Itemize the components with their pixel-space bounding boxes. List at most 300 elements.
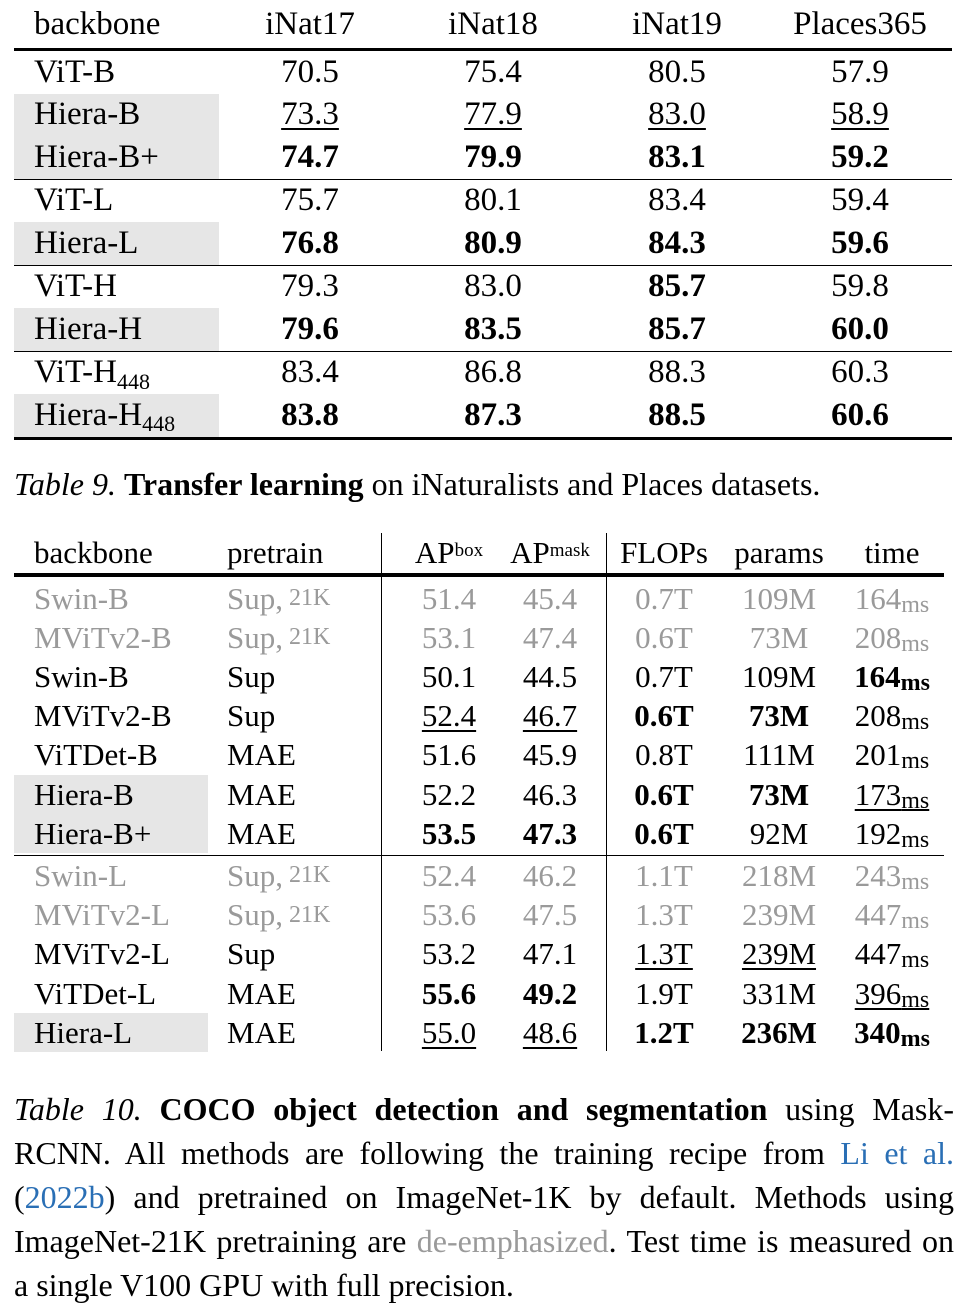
value: 73M xyxy=(748,698,810,734)
value-cell xyxy=(240,266,380,309)
value: 55.6 xyxy=(421,975,477,1011)
table-row xyxy=(14,657,944,696)
value: 80.1 xyxy=(464,182,522,219)
backbone-cell xyxy=(14,308,219,351)
value: 73.3 xyxy=(281,96,339,133)
value-cell xyxy=(726,618,832,657)
time-unit: ms xyxy=(901,826,930,853)
backbone-name: Hiera-B xyxy=(34,96,141,133)
value: 47.4 xyxy=(522,619,578,655)
backbone-cell xyxy=(14,94,219,137)
value-cell xyxy=(840,935,944,974)
header-flops: FLOPs xyxy=(620,534,708,570)
value: 79.6 xyxy=(281,310,339,347)
value: 86.8 xyxy=(464,354,522,391)
value: 218M xyxy=(741,857,817,893)
caption-10-deemph: de-emphasized xyxy=(416,1223,609,1259)
value-cell xyxy=(726,814,832,853)
table-row xyxy=(14,974,944,1013)
table-row xyxy=(14,265,952,309)
value-cell xyxy=(840,814,944,853)
value-cell xyxy=(614,697,714,736)
header-backbone: backbone xyxy=(34,534,153,570)
value-cell xyxy=(614,896,714,935)
pretrain-cell xyxy=(227,579,330,618)
value-cell xyxy=(726,579,832,618)
value-cell xyxy=(840,974,944,1013)
value: 59.2 xyxy=(831,138,889,175)
value-cell xyxy=(240,180,380,223)
caption-10-text-4: . Test time is measured on a single V100 GPU with full precision. xyxy=(14,1223,955,1303)
value: 239M xyxy=(741,897,817,933)
value-cell xyxy=(726,775,832,814)
table-9-body xyxy=(14,51,952,437)
value-cell xyxy=(790,308,930,351)
caption-10-text-1: using Mask-RCNN. All methods are following the training recipe from xyxy=(14,1091,955,1171)
backbone-cell: MViTv2-B xyxy=(34,619,172,655)
value: 57.9 xyxy=(831,53,889,90)
value-cell xyxy=(840,1013,944,1052)
table-row xyxy=(14,697,944,736)
table-10-header xyxy=(14,533,944,572)
backbone-name: ViT-B xyxy=(34,53,116,90)
value: 45.4 xyxy=(522,580,578,616)
value-cell xyxy=(840,657,944,696)
value-cell xyxy=(726,697,832,736)
table-row xyxy=(14,935,944,974)
backbone-name: ViT-H xyxy=(34,354,117,391)
header-inat17: iNat17 xyxy=(265,5,355,42)
pretrain-value: Sup, xyxy=(227,580,283,616)
value-cell xyxy=(790,136,930,179)
value-cell xyxy=(614,935,714,974)
value-cell xyxy=(726,736,832,775)
value-cell xyxy=(494,935,606,974)
backbone-name: Hiera-H xyxy=(34,310,143,347)
value: 83.4 xyxy=(281,354,339,391)
value-cell xyxy=(394,814,504,853)
value-cell xyxy=(240,51,380,94)
value: 0.7T xyxy=(635,580,693,616)
value-cell xyxy=(423,266,563,309)
value: 48.6 xyxy=(522,1014,578,1050)
value: 60.3 xyxy=(831,354,889,391)
table-row xyxy=(14,136,952,179)
value-cell xyxy=(607,51,747,94)
header-apbox xyxy=(394,533,504,572)
value-cell xyxy=(423,51,563,94)
value: 46.2 xyxy=(522,857,578,893)
value-cell xyxy=(840,775,944,814)
value: 1.3T xyxy=(635,897,693,933)
value-cell xyxy=(614,618,714,657)
table-row xyxy=(14,308,952,351)
table-row xyxy=(14,814,944,853)
value-cell xyxy=(423,352,563,395)
backbone-cell: Swin-B xyxy=(34,580,129,616)
value-cell xyxy=(394,579,504,618)
value: 84.3 xyxy=(648,224,706,261)
pretrain-cell xyxy=(227,775,296,814)
table-row xyxy=(14,618,944,657)
value-cell xyxy=(614,1013,714,1052)
value: 83.0 xyxy=(464,268,522,305)
backbone-cell: Hiera-B xyxy=(34,776,134,812)
value: 59.6 xyxy=(831,224,889,261)
pretrain-cell xyxy=(227,856,330,895)
value-cell xyxy=(423,308,563,351)
value-cell xyxy=(240,94,380,137)
value: 53.1 xyxy=(421,619,477,655)
value-cell xyxy=(790,394,930,437)
value-cell xyxy=(494,736,606,775)
value: 111M xyxy=(743,737,815,773)
value-cell xyxy=(494,697,606,736)
value-cell xyxy=(790,94,930,137)
pretrain-cell xyxy=(227,896,330,935)
backbone-cell xyxy=(14,352,219,395)
table-row xyxy=(14,775,944,814)
value: 208ms xyxy=(854,698,930,736)
value-cell xyxy=(494,974,606,1013)
table-row xyxy=(14,856,944,895)
pretrain-dataset: 21K xyxy=(289,901,331,928)
value: 243ms xyxy=(854,857,930,895)
value: 52.4 xyxy=(421,698,477,734)
value: 49.2 xyxy=(522,975,578,1011)
pretrain-cell xyxy=(227,736,296,775)
time-unit: ms xyxy=(901,986,930,1013)
value: 53.5 xyxy=(421,815,477,851)
value: 73M xyxy=(748,776,810,812)
value-cell xyxy=(614,856,714,895)
backbone-cell xyxy=(14,51,219,94)
table-row xyxy=(14,896,944,935)
value: 201ms xyxy=(854,737,930,775)
value-cell xyxy=(607,394,747,437)
time-unit: ms xyxy=(900,669,930,696)
value: 83.5 xyxy=(464,310,522,347)
value-cell xyxy=(494,657,606,696)
header-backbone: backbone xyxy=(34,5,161,42)
backbone-cell: Hiera-L xyxy=(34,1014,133,1050)
time-unit: ms xyxy=(901,709,930,736)
value-cell xyxy=(726,657,832,696)
backbone-cell: MViTv2-L xyxy=(34,897,170,933)
table-10 xyxy=(14,527,944,1055)
backbone-resolution: 448 xyxy=(116,368,150,394)
value-cell xyxy=(394,657,504,696)
caption-9-label: Table 9. xyxy=(14,466,116,502)
value: 236M xyxy=(741,1014,817,1050)
backbone-cell xyxy=(14,266,219,309)
value: 47.5 xyxy=(522,897,578,933)
value: 83.1 xyxy=(648,138,706,175)
value-cell xyxy=(790,266,930,309)
citation-li-et-al[interactable]: Li et al. xyxy=(840,1135,955,1171)
pretrain-value: MAE xyxy=(227,776,296,812)
value: 0.6T xyxy=(634,776,694,812)
backbone-cell xyxy=(14,180,219,223)
value-cell xyxy=(614,814,714,853)
value: 1.9T xyxy=(635,975,693,1011)
table-row xyxy=(14,1013,944,1052)
pretrain-value: Sup, xyxy=(227,619,283,655)
time-unit: ms xyxy=(901,748,930,775)
value: 73M xyxy=(749,619,809,655)
value: 55.0 xyxy=(421,1014,477,1050)
value-cell xyxy=(394,896,504,935)
backbone-cell: MViTv2-L xyxy=(34,936,170,972)
header-pretrain: pretrain xyxy=(227,534,324,570)
value-cell xyxy=(726,974,832,1013)
value: 83.0 xyxy=(648,96,706,133)
pretrain-dataset: 21K xyxy=(289,624,331,651)
backbone-cell: ViTDet-L xyxy=(34,975,157,1011)
value-cell xyxy=(840,856,944,895)
table-row xyxy=(14,94,952,137)
value: 46.3 xyxy=(522,776,578,812)
value-cell xyxy=(840,579,944,618)
value: 396ms xyxy=(854,975,930,1013)
value: 79.3 xyxy=(281,268,339,305)
value: 80.5 xyxy=(648,53,706,90)
value: 1.2T xyxy=(634,1014,694,1050)
value: 58.9 xyxy=(831,96,889,133)
time-unit: ms xyxy=(901,947,930,974)
value: 0.6T xyxy=(634,815,694,851)
value: 1.1T xyxy=(635,857,693,893)
value: 173ms xyxy=(854,776,930,814)
value-cell xyxy=(394,974,504,1013)
header-params: params xyxy=(734,534,824,570)
value: 447ms xyxy=(854,897,930,935)
value-cell xyxy=(394,935,504,974)
value-cell xyxy=(790,352,930,395)
table-10-caption xyxy=(14,1087,954,1307)
time-unit: ms xyxy=(901,868,930,895)
value: 109M xyxy=(741,658,817,694)
pretrain-value: MAE xyxy=(227,737,296,773)
value: 0.6T xyxy=(635,619,693,655)
table-row xyxy=(14,51,952,94)
value-cell xyxy=(494,896,606,935)
value-cell xyxy=(394,856,504,895)
value-cell xyxy=(614,736,714,775)
pretrain-value: MAE xyxy=(227,815,296,851)
value-cell xyxy=(614,974,714,1013)
caption-10-text-2: ( xyxy=(14,1179,25,1215)
pretrain-value: Sup, xyxy=(227,897,283,933)
value: 340ms xyxy=(854,1014,930,1052)
backbone-resolution: 448 xyxy=(142,411,176,437)
backbone-cell xyxy=(14,136,219,179)
value-cell xyxy=(840,697,944,736)
value-cell xyxy=(840,618,944,657)
value-cell xyxy=(840,736,944,775)
value-cell xyxy=(494,856,606,895)
value-cell xyxy=(614,579,714,618)
value: 192ms xyxy=(854,815,930,853)
backbone-name: Hiera-H xyxy=(34,396,143,433)
value-cell xyxy=(240,394,380,437)
citation-year[interactable]: 2022b xyxy=(24,1179,105,1215)
value: 51.4 xyxy=(421,580,477,616)
value-cell xyxy=(423,94,563,137)
value: 47.3 xyxy=(522,815,578,851)
value-cell xyxy=(240,222,380,265)
value: 50.1 xyxy=(421,658,477,694)
table-9-caption xyxy=(14,462,954,506)
table-row xyxy=(14,351,952,395)
value-cell xyxy=(726,935,832,974)
value-cell xyxy=(423,180,563,223)
value: 46.7 xyxy=(522,698,578,734)
backbone-name: ViT-H xyxy=(34,268,117,305)
value: 75.7 xyxy=(281,182,339,219)
value: 87.3 xyxy=(464,396,522,433)
value-cell xyxy=(726,1013,832,1052)
value: 164ms xyxy=(854,658,930,696)
value-cell xyxy=(614,775,714,814)
value-cell xyxy=(423,222,563,265)
table-10-header-rule xyxy=(14,573,944,577)
backbone-cell xyxy=(14,394,219,437)
pretrain-cell xyxy=(227,974,296,1013)
value-cell xyxy=(607,308,747,351)
backbone-name: ViT-L xyxy=(34,182,114,219)
caption-10-bold: COCO object detection and segmentation xyxy=(159,1091,768,1127)
value: 88.3 xyxy=(648,354,706,391)
pretrain-value: Sup, xyxy=(227,857,283,893)
value: 83.4 xyxy=(648,182,706,219)
value: 85.7 xyxy=(648,310,706,347)
value: 239M xyxy=(741,936,817,972)
backbone-cell: Hiera-B+ xyxy=(34,815,152,851)
value-cell xyxy=(607,136,747,179)
value-cell xyxy=(394,618,504,657)
value-cell xyxy=(240,136,380,179)
value: 60.6 xyxy=(831,396,889,433)
time-unit: ms xyxy=(901,630,930,657)
value: 59.8 xyxy=(831,268,889,305)
value-cell xyxy=(240,352,380,395)
backbone-cell: MViTv2-B xyxy=(34,698,172,734)
value: 83.8 xyxy=(281,396,339,433)
time-unit: ms xyxy=(901,591,930,618)
value: 74.7 xyxy=(281,138,339,175)
value: 0.7T xyxy=(635,658,693,694)
value-cell xyxy=(790,180,930,223)
pretrain-cell xyxy=(227,657,275,696)
pretrain-dataset: 21K xyxy=(289,862,331,889)
caption-10-label: Table 10. xyxy=(14,1091,142,1127)
value-cell xyxy=(494,814,606,853)
pretrain-value: MAE xyxy=(227,1014,296,1050)
value: 109M xyxy=(741,580,817,616)
value-cell xyxy=(394,1013,504,1052)
apbox-base: AP xyxy=(414,534,455,570)
value: 75.4 xyxy=(464,53,522,90)
header-places365: Places365 xyxy=(793,5,927,42)
pretrain-cell xyxy=(227,1013,296,1052)
value-cell xyxy=(240,308,380,351)
time-unit: ms xyxy=(900,1025,930,1052)
value-cell xyxy=(790,51,930,94)
value: 70.5 xyxy=(281,53,339,90)
value-cell xyxy=(494,618,606,657)
value-cell xyxy=(607,94,747,137)
table-row xyxy=(14,579,944,618)
value-cell xyxy=(607,222,747,265)
value-cell xyxy=(614,657,714,696)
backbone-cell xyxy=(14,222,219,265)
backbone-cell: Swin-B xyxy=(34,658,129,694)
value-cell xyxy=(494,775,606,814)
value-cell xyxy=(726,856,832,895)
value: 0.8T xyxy=(635,737,693,773)
pretrain-value: Sup xyxy=(227,658,276,694)
header-inat18: iNat18 xyxy=(448,5,538,42)
value: 447ms xyxy=(854,936,930,974)
value: 44.5 xyxy=(522,658,578,694)
value: 1.3T xyxy=(635,936,693,972)
caption-9-bold: Transfer learning xyxy=(123,466,364,502)
value: 80.9 xyxy=(464,224,522,261)
value: 76.8 xyxy=(281,224,339,261)
value: 59.4 xyxy=(831,182,889,219)
value-cell xyxy=(607,352,747,395)
value-cell xyxy=(423,136,563,179)
apmask-base: AP xyxy=(510,534,550,570)
value: 0.6T xyxy=(634,698,694,734)
pretrain-cell xyxy=(227,935,275,974)
value: 79.9 xyxy=(464,138,522,175)
value-cell xyxy=(394,697,504,736)
time-unit: ms xyxy=(901,908,930,935)
table-row xyxy=(14,736,944,775)
apbox-sup: box xyxy=(454,539,484,561)
header-time: time xyxy=(864,534,920,570)
value: 53.2 xyxy=(421,936,477,972)
value: 53.6 xyxy=(421,897,477,933)
value-cell xyxy=(607,266,747,309)
apmask-sup: mask xyxy=(549,539,590,561)
value: 208ms xyxy=(854,619,930,657)
value: 164ms xyxy=(854,580,930,618)
pretrain-value: MAE xyxy=(227,975,296,1011)
value-cell xyxy=(494,1013,606,1052)
value: 45.9 xyxy=(522,737,578,773)
caption-9-text: on iNaturalists and Places datasets. xyxy=(363,466,821,502)
table-row xyxy=(14,179,952,223)
pretrain-cell xyxy=(227,814,296,853)
value: 52.2 xyxy=(421,776,477,812)
pretrain-value: Sup xyxy=(227,698,276,734)
value: 47.1 xyxy=(522,936,578,972)
pretrain-value: Sup xyxy=(227,936,276,972)
value: 92M xyxy=(749,815,809,851)
backbone-name: Hiera-B+ xyxy=(34,138,159,175)
value-cell xyxy=(394,775,504,814)
table-9 xyxy=(14,0,952,440)
pretrain-cell xyxy=(227,618,330,657)
value: 77.9 xyxy=(464,96,522,133)
value-cell xyxy=(840,896,944,935)
value: 51.6 xyxy=(421,737,477,773)
backbone-cell: ViTDet-B xyxy=(34,737,158,773)
value: 331M xyxy=(741,975,817,1011)
